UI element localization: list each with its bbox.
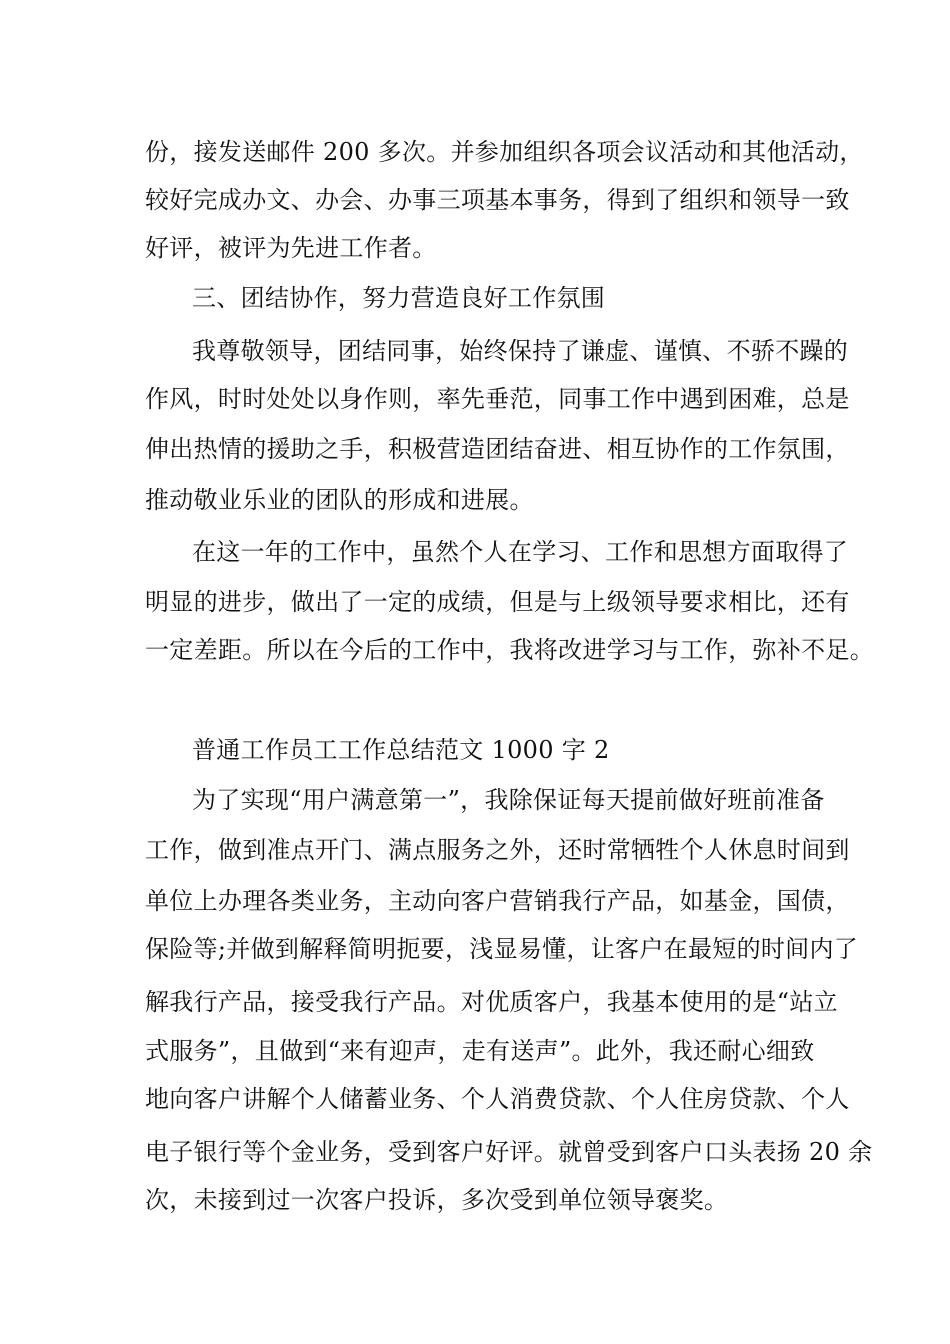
text-line: 工作，做到准点开门、满点服务之外，还时常牺牲个人休息时间到	[145, 836, 850, 864]
text-line: 地向客户讲解个人储蓄业务、个人消费贷款、个人住房贷款、个人	[145, 1085, 850, 1113]
text-line: 作风，时时处处以身作则，率先垂范，同事工作中遇到困难，总是	[145, 385, 850, 413]
text-line: 推动敬业乐业的团队的形成和进展。	[145, 486, 534, 514]
text-line: 次，未接到过一次客户投诉，多次受到单位领导褒奖。	[145, 1186, 729, 1214]
article-title: 普通工作员工工作总结范文 1000 字 2	[192, 736, 610, 764]
text-line: 为了实现“用户满意第一”，我除保证每天提前做好班前准备	[192, 786, 825, 814]
text-line: 我尊敬领导，团结同事，始终保持了谦虚、谨慎、不骄不躁的	[192, 337, 849, 365]
text-line: 较好完成办文、办会、办事三项基本事务，得到了组织和领导一致	[145, 186, 850, 214]
text-line: 伸出热情的援助之手，积极营造团结奋进、相互协作的工作氛围，	[145, 435, 850, 463]
text-line: 明显的进步，做出了一定的成绩，但是与上级领导要求相比，还有	[145, 588, 850, 616]
text-line: 一定差距。所以在今后的工作中，我将改进学习与工作，弥补不足。	[145, 636, 874, 664]
text-line: 单位上办理各类业务，主动向客户营销我行产品，如基金，国债，	[145, 887, 850, 915]
text-line: 份，接发送邮件 200 多次。并参加组织各项会议活动和其他活动，	[145, 138, 864, 166]
text-line: 保险等;并做到解释简明扼要，浅显易懂，让客户在最短的时间内了	[145, 935, 859, 963]
text-line: 式服务”，且做到“来有迎声，走有送声”。此外，我还耐心细致	[145, 1037, 815, 1065]
text-line: 好评，被评为先进工作者。	[145, 234, 437, 262]
text-line: 解我行产品，接受我行产品。对优质客户，我基本使用的是“站立	[145, 988, 838, 1016]
section-heading: 三、团结协作，努力营造良好工作氛围	[192, 284, 606, 312]
text-line: 在这一年的工作中，虽然个人在学习、工作和思想方面取得了	[192, 538, 849, 566]
text-line: 电子银行等个金业务，受到客户好评。就曾受到客户口头表扬 20 余	[145, 1138, 873, 1166]
